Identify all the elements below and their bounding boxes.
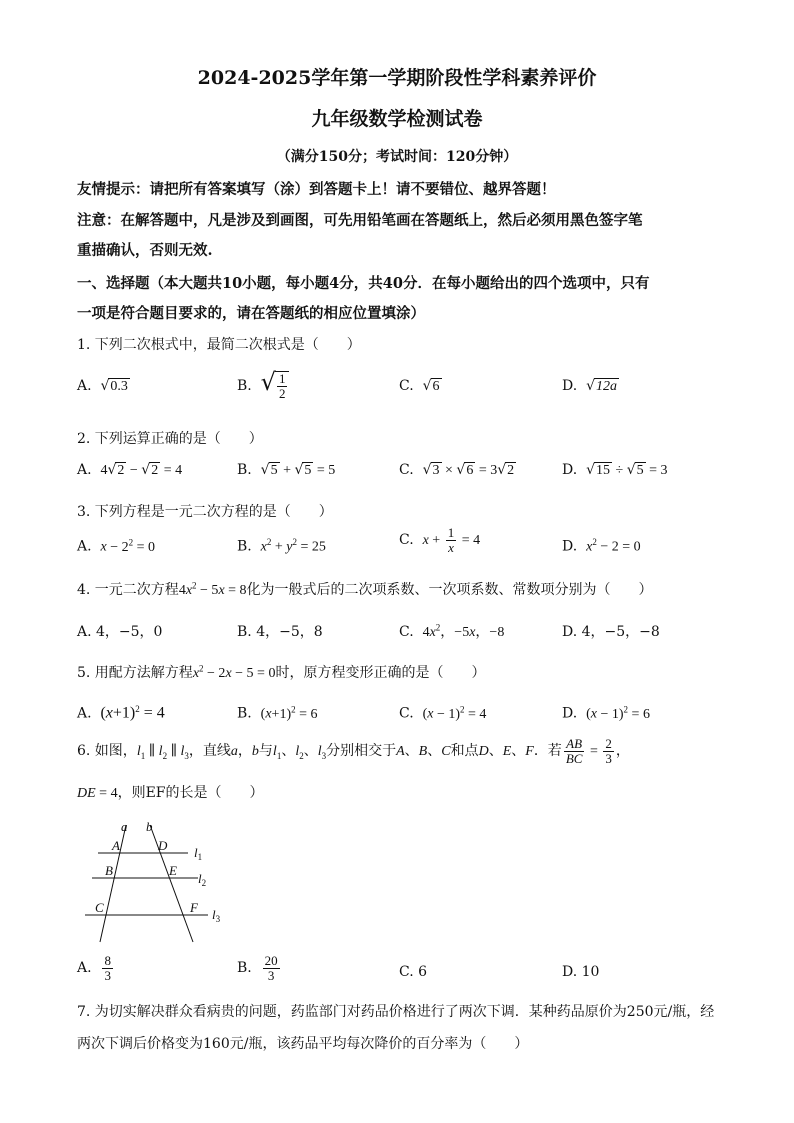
q4-option-a: A. 4，−5，0: [77, 624, 163, 640]
q2-option-a: A. 4√2 − √2 = 4: [77, 462, 183, 478]
q5-option-a: A. $(x+1)^2 = 4$: [77, 704, 165, 722]
question-7-stem-line-1: 7. 为切实解决群众看病贵的问题，药监部门对药品价格进行了两次下调．某种药品原价为250元/瓶，经: [77, 1004, 715, 1020]
q5-option-b: B. $(x+1)^2 = 6$: [237, 704, 318, 722]
label-l1: $l_1$: [194, 845, 203, 862]
label-A: A: [112, 838, 120, 853]
q2-option-d: D. √15 ÷ √5 = 3: [562, 462, 668, 478]
q6-option-a: A. $\frac{8}{3}$: [77, 953, 111, 983]
label-C: C: [95, 900, 104, 915]
q3-option-d: D. $x^2 - 2 = 0$: [562, 537, 641, 555]
q1-option-a: A. √0.3: [77, 378, 128, 394]
question-1-stem: 1. 下列二次根式中，最简二次根式是（ ）: [77, 337, 361, 353]
label-E: E: [169, 863, 177, 878]
q6-option-c: C. 6: [399, 964, 428, 980]
friendly-tip: 友情提示：请把所有答案填写（涂）到答题卡上！请不要错位、越界答题！: [77, 181, 556, 198]
parallel-lines-figure: [80, 815, 230, 945]
q4-option-c: C. $4x^2$，−5x，−8: [399, 622, 505, 640]
question-5-stem: 5. 用配方法解方程$x^2 - 2x - 5 = 0$时，原方程变形正确的是（ ）: [77, 663, 486, 681]
question-6-stem-line-2: DE = 4，则EF的长是（ ）: [77, 785, 264, 801]
q5-option-c: C. $(x - 1)^2 = 4$: [399, 704, 487, 722]
section-heading-line-2: 一项是符合题目要求的，请在答题纸的相应位置填涂）: [77, 305, 425, 322]
label-l2: $l_2$: [198, 871, 207, 888]
q1-option-c: C. √6: [399, 378, 440, 394]
label-B: B: [105, 863, 113, 878]
notice-line-2: 重描确认，否则无效.: [77, 242, 213, 259]
q3-option-a: A. $x - 2^2 = 0$: [77, 537, 155, 555]
section-heading-line-1: 一、选择题（本大题共10小题，每小题4分，共40分．在每小题给出的四个选项中，只有: [77, 275, 650, 292]
q1-option-d: D. √12a: [562, 378, 618, 394]
label-F: F: [190, 900, 198, 915]
q4-option-b: B. 4，−5，8: [237, 624, 323, 640]
question-7-stem-line-2: 两次下调后价格变为160元/瓶，该药品平均每次降价的百分率为（ ）: [77, 1036, 529, 1052]
label-b: b: [146, 819, 153, 834]
line-b: [150, 825, 193, 942]
q1-option-b: B. √ $\frac{1}{2}$: [237, 368, 291, 401]
q3-option-c: C. x + $\frac{1}{x}$ = 4: [399, 525, 481, 555]
q6-option-b: B. $\frac{20}{3}$: [237, 953, 278, 983]
page-title: 2024-2025学年第一学期阶段性学科素养评价: [197, 67, 597, 89]
question-3-stem: 3. 下列方程是一元二次方程的是（ ）: [77, 504, 333, 520]
label-l3: $l_3$: [212, 907, 221, 924]
q2-option-c: C. √3 × √6 = 3√2: [399, 462, 515, 478]
label-a: a: [121, 819, 128, 834]
q6-option-d: D. 10: [562, 964, 600, 980]
q2-option-b: B. √5 + √5 = 5: [237, 462, 336, 478]
q3-option-b: B. $x^2 + y^2 = 25$: [237, 537, 326, 555]
exam-info: （满分150分；考试时间：120分钟）: [276, 149, 518, 165]
question-4-stem: 4. 一元二次方程$4x^2 - 5x = 8$化为一般式后的二次项系数、一次项系数、常数项分别为（ ）: [77, 580, 653, 598]
notice-line-1: 注意：在解答题中，凡是涉及到画图，可先用铅笔画在答题纸上，然后必须用黑色签字笔: [77, 212, 643, 229]
page-subtitle: 九年级数学检测试卷: [311, 108, 483, 130]
question-2-stem: 2. 下列运算正确的是（ ）: [77, 431, 263, 447]
q4-option-d: D. 4，−5，−8: [562, 624, 660, 640]
question-6-stem-line-1: 6. 如图，$l_1$ ∥ $l_2$ ∥ $l_3$，直线a，b与$l_1$、$l_2$、$l_3$分别相交于A、B、C和点D、E、F．若 $\frac{AB}{BC}$ = $\frac{2}{3}$ ，: [77, 736, 630, 766]
label-D: D: [158, 838, 168, 853]
q5-option-d: D. $(x - 1)^2 = 6$: [562, 704, 650, 722]
